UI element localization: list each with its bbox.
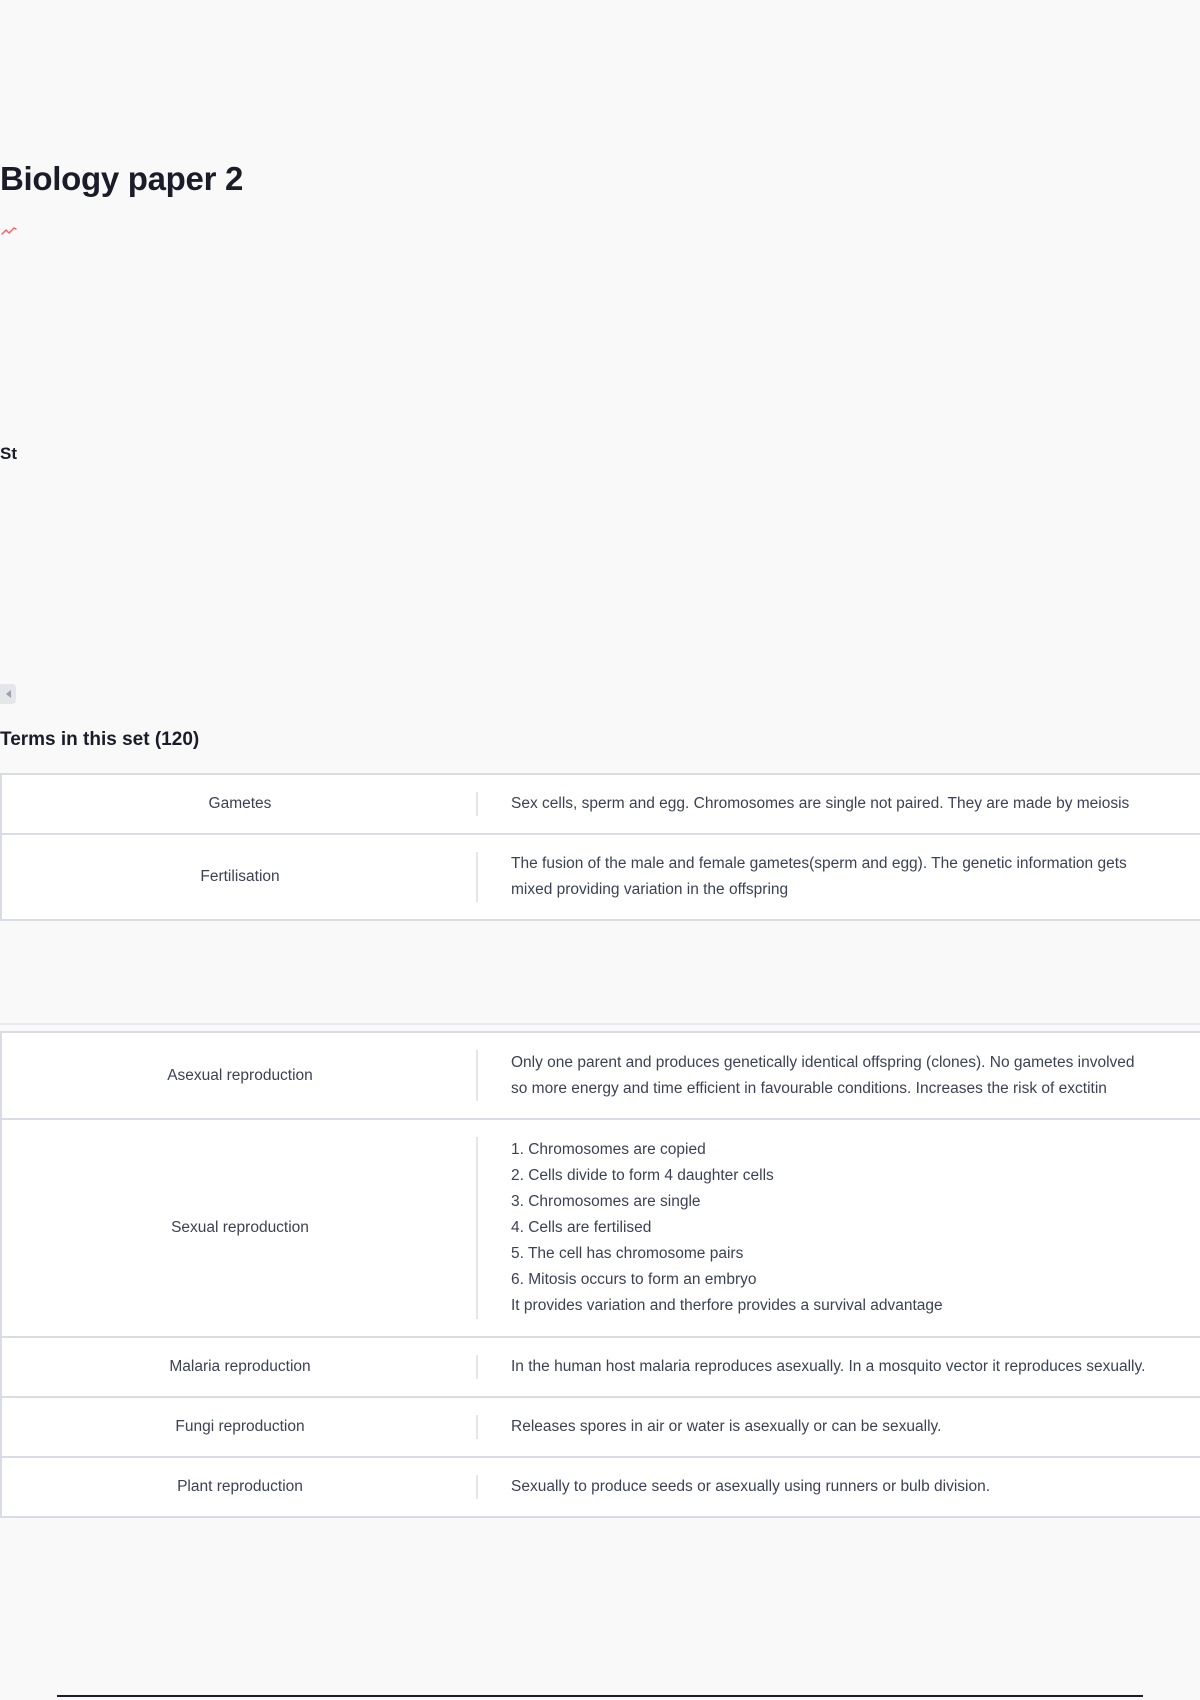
terms-heading: Terms in this set (120) bbox=[0, 729, 200, 750]
page-title: Biology paper 2 bbox=[0, 160, 244, 197]
footer-divider bbox=[57, 1695, 1143, 1697]
definition-line: 5. The cell has chromosome pairs bbox=[511, 1245, 744, 1262]
trend-line-icon[interactable] bbox=[1, 226, 17, 236]
term-card[interactable] bbox=[0, 1336, 1200, 1398]
term-definition bbox=[478, 1338, 1200, 1396]
study-section-label: St bbox=[0, 444, 17, 463]
section-gap bbox=[0, 920, 1200, 1025]
term-word: Sexual reproduction bbox=[2, 1120, 478, 1336]
definition-line: 4. Cells are fertilised bbox=[511, 1219, 652, 1236]
definition-line: In the human host malaria reproduces asexually. In a mosquito vector it reproduces sexually. bbox=[511, 1358, 1146, 1375]
term-word: Malaria reproduction bbox=[2, 1338, 478, 1396]
definition-line: Sex cells, sperm and egg. Chromosomes are single not paired. They are made by meiosis bbox=[511, 795, 1130, 812]
term-card[interactable] bbox=[0, 833, 1200, 921]
term-definition bbox=[478, 835, 1200, 919]
term-definition bbox=[478, 1033, 1200, 1118]
definition-line: 2. Cells divide to form 4 daughter cells bbox=[511, 1167, 774, 1184]
definition-line: 1. Chromosomes are copied bbox=[511, 1141, 706, 1158]
term-card[interactable] bbox=[0, 773, 1200, 835]
definition-line: Only one parent and produces genetically identical offspring (clones). No gametes involved bbox=[511, 1053, 1135, 1071]
definition-line: It provides variation and therfore provides a survival advantage bbox=[511, 1297, 943, 1314]
term-word: Plant reproduction bbox=[2, 1458, 478, 1516]
chevron-left-icon[interactable] bbox=[0, 684, 16, 704]
term-word: Gametes bbox=[2, 775, 478, 833]
definition-line: 3. Chromosomes are single bbox=[511, 1193, 701, 1210]
term-card[interactable] bbox=[0, 1118, 1200, 1338]
term-definition bbox=[478, 1398, 1200, 1456]
definition-line: The fusion of the male and female gametes(sperm and egg). The genetic information gets bbox=[511, 855, 1127, 872]
definition-line: so more energy and time efficient in favourable conditions. Increases the risk of exctitin bbox=[511, 1079, 1107, 1097]
term-card[interactable] bbox=[0, 1456, 1200, 1518]
term-definition bbox=[478, 1120, 1200, 1336]
term-word: Asexual reproduction bbox=[2, 1033, 478, 1118]
term-card[interactable] bbox=[0, 1396, 1200, 1458]
definition-line: 6. Mitosis occurs to form an embryo bbox=[511, 1271, 757, 1288]
term-card[interactable] bbox=[0, 1031, 1200, 1120]
term-definition bbox=[478, 1458, 1200, 1516]
definition-line: mixed providing variation in the offspring bbox=[511, 881, 789, 898]
definition-line: Releases spores in air or water is asexually or can be sexually. bbox=[511, 1418, 942, 1435]
term-word: Fungi reproduction bbox=[2, 1398, 478, 1456]
definition-line: Sexually to produce seeds or asexually using runners or bulb division. bbox=[511, 1478, 991, 1495]
term-word: Fertilisation bbox=[2, 835, 478, 919]
term-definition bbox=[478, 775, 1200, 833]
